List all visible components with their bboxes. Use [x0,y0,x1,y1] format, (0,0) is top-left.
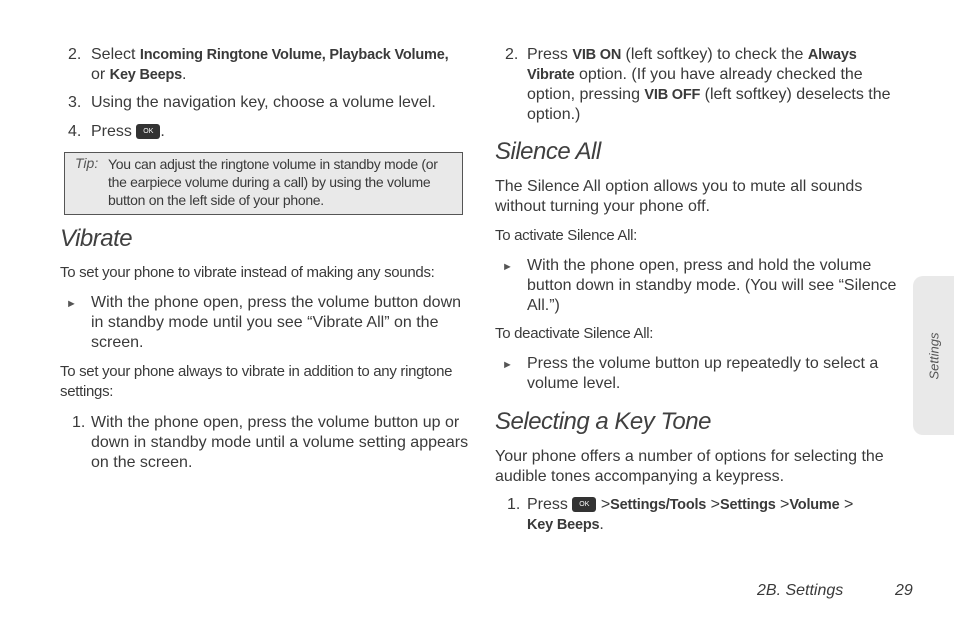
bullet-text: Press the volume button up repeatedly to select a volume level. [527,355,879,392]
section-side-tab [913,276,954,435]
vibrate-intro: To set your phone to vibrate instead of making any sounds: [60,264,435,281]
step-number: 2. [68,46,82,63]
step-text: Select Incoming Ringtone Volume, Playback Volume, or Key Beeps. [91,46,449,83]
step-number: 1. [507,496,521,513]
side-tab-label: Settings [926,332,941,379]
key-tone-heading: Selecting a Key Tone [495,408,711,435]
bullet-arrow-icon: ► [502,359,513,371]
step-number: 3. [68,94,82,111]
silence-all-heading: Silence All [495,138,601,165]
activate-intro: To activate Silence All: [495,227,638,244]
ok-key-icon: OK [572,497,596,512]
footer-section: 2B. Settings [757,582,844,599]
vibrate-heading: Vibrate [60,225,133,252]
step-number: 1. [72,414,86,431]
always-vibrate-intro: To set your phone always to vibrate in addition to any ringtone settings: [60,363,453,400]
bullet-text: With the phone open, press and hold the volume button down in standby mode. (You will see “Silence All.”) [527,257,897,314]
deactivate-intro: To deactivate Silence All: [495,325,654,342]
bullet-arrow-icon: ► [66,298,77,310]
step-number: 4. [68,123,82,140]
tip-text: You can adjust the ringtone volume in standby mode (or the earpiece volume during a call) by using the volume button on the left side of your phone. [108,156,438,208]
tip-label: Tip: [75,155,99,171]
step-text: Press OK . [91,123,165,140]
bullet-text: With the phone open, press the volume button down in standby mode until you see “Vibrate All” on the screen. [91,294,462,351]
step-text: Press OK >Settings/Tools >Settings >Volume > Key Beeps. [527,496,854,533]
ok-key-icon: OK [136,124,160,139]
step-text: Using the navigation key, choose a volume level. [91,94,436,111]
page-number: 29 [895,582,913,599]
step-text: Press VIB ON (left softkey) to check the Always Vibrate option. (If you have already checked the option, pressing VIB OFF (left softkey) deselects the option.) [527,46,891,123]
key-tone-text: Your phone offers a number of options for selecting the audible tones accompanying a keypress. [495,448,884,485]
bullet-arrow-icon: ► [502,261,513,273]
step-text: With the phone open, press the volume button up or down in standby mode until a volume setting appears on the screen. [91,414,469,471]
silence-all-text: The Silence All option allows you to mute all sounds without turning your phone off. [495,178,863,215]
step-number: 2. [505,46,519,63]
tip-box [64,152,463,215]
